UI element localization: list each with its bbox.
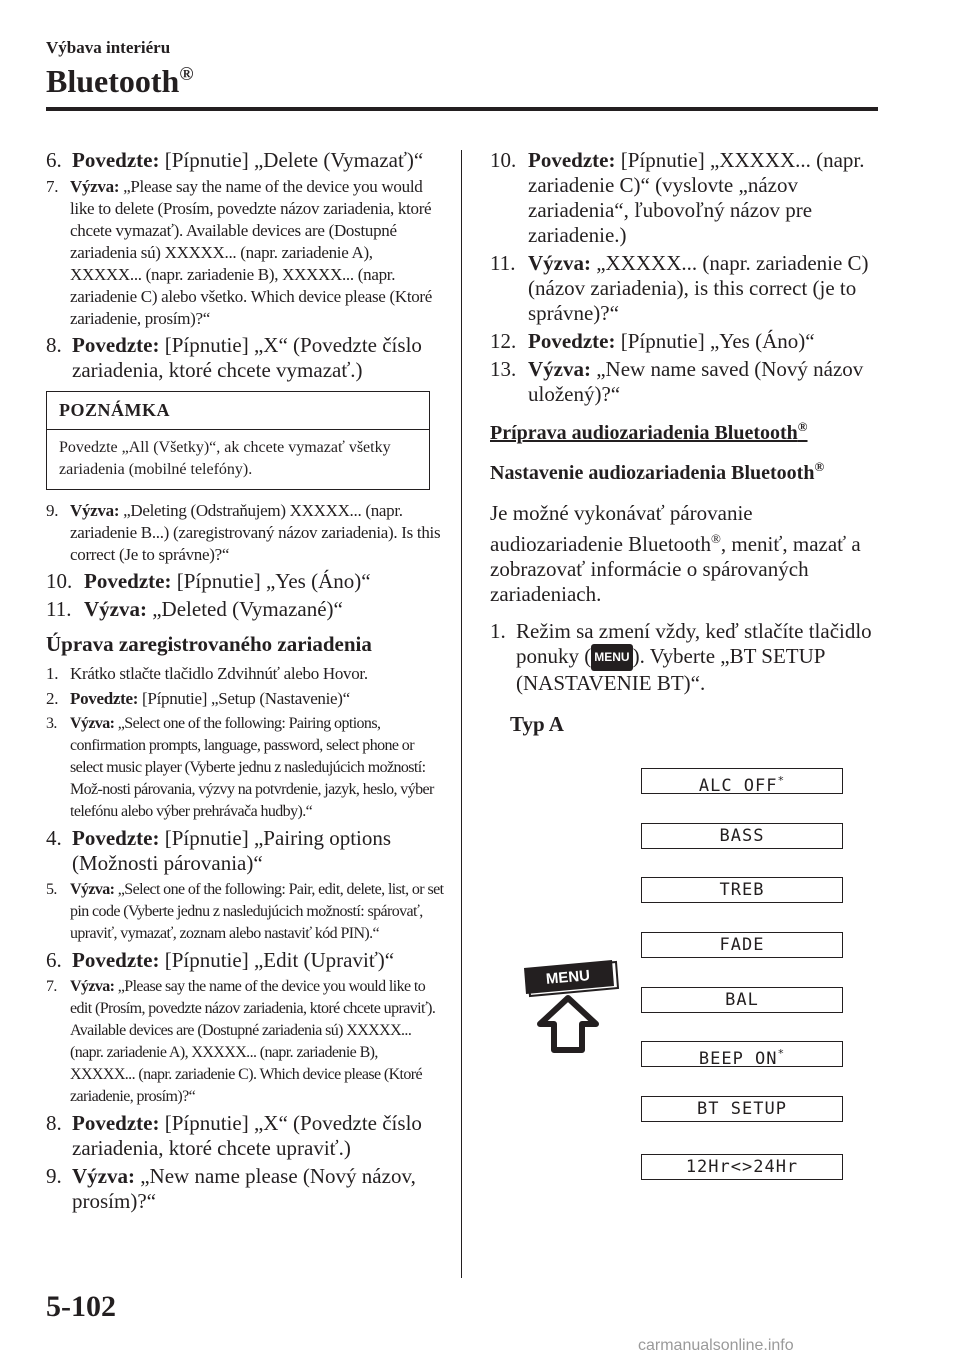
- type-label: Typ A: [510, 712, 564, 736]
- screen-clock-format: [641, 1154, 843, 1180]
- screen-label: TREB: [719, 880, 765, 900]
- screen-label: BASS: [719, 826, 765, 846]
- step-body: „Select one of the following: Pair, edit, delete, list, or set pin code (Vyberte jednu z nasledujúcich možností: spárovať, upraviť, vymazať, zoznam alebo nastaviť kód PIN).“: [70, 881, 444, 942]
- note-heading: POZNÁMKA: [47, 392, 429, 430]
- screen-beep-on: [641, 1041, 843, 1067]
- step-label: Povedzte:: [72, 826, 160, 850]
- list-item: [490, 148, 880, 248]
- step-text: [70, 176, 444, 330]
- list-item: [46, 976, 444, 1108]
- step-label: Povedzte:: [528, 148, 616, 172]
- press-arrow-icon: [540, 998, 596, 1050]
- step-body: [Pípnutie] „Setup (Nastavenie)“: [138, 689, 350, 708]
- list-item: [46, 948, 444, 973]
- step-label: Výzva:: [72, 1164, 135, 1188]
- list-item: [490, 357, 880, 407]
- screen-alc-off: [641, 768, 843, 794]
- step-text: [70, 879, 444, 945]
- step-text: [72, 1164, 444, 1214]
- section-heading: Úprava zaregistrovaného zariadenia: [46, 632, 372, 656]
- registered-mark: ®: [814, 459, 825, 474]
- list-item: [490, 329, 880, 354]
- step-label: Výzva:: [528, 357, 591, 381]
- step-label: Výzva:: [528, 251, 591, 275]
- step-body: [Pípnutie] „X“ (Povedzte číslo zariadenia, ktoré chcete vymazať.): [72, 333, 422, 382]
- step-text: [72, 826, 444, 876]
- step-text: [70, 713, 444, 823]
- step-number: 11.: [46, 597, 72, 621]
- asterisk: *: [777, 1047, 786, 1060]
- step-body: „Please say the name of the device you would like to delete (Prosím, povedzte názov zariadenia, ktoré chcete vymazať). Available devices are (Dostupné zariadenia sú) XXXXX... (napr. zariadenie A), XXXXX... (napr. zariadenie B), XXXXX... (napr. zariadenie C) alebo všetko. Which device please (Ktoré zariadenie, prosím)?“: [70, 177, 433, 328]
- step-number: 3.: [46, 715, 57, 732]
- list-item: [46, 333, 444, 383]
- step-number: 8.: [46, 1111, 62, 1135]
- step-body: ). Vyberte „BT SETUP (NASTAVENIE BT)“.: [516, 644, 825, 695]
- step-text: [72, 333, 444, 383]
- page-title-text: Bluetooth: [46, 63, 180, 99]
- list-item: [46, 879, 444, 945]
- subsection-heading: [490, 459, 880, 485]
- step-body: [Pípnutie] „Yes (Áno)“: [615, 329, 815, 353]
- step-body: „Please say the name of the device you would like to edit (Prosím, povedzte názov zariadenia, ktoré chcete upraviť). Available devices are (Dostupné zariadenia sú) XXXXX... (napr. zariadenie A), XXXXX... (napr. zariadenie B), XXXXX... (napr. zariadenie C). Which device please (Ktoré zariadenie, prosím)?“: [70, 978, 436, 1105]
- step-body: „New name saved (Nový názov uložený)?“: [528, 357, 864, 406]
- step-body: „Deleting (Odstraňujem) XXXXX... (napr. zariadenie B...) (zaregistrovaný názov zariadenia). Is this correct (Je to správne)?“: [70, 501, 441, 564]
- screen-bal: [641, 987, 843, 1013]
- list-item: [46, 569, 444, 594]
- screen-bass: [641, 823, 843, 849]
- screen-label: FADE: [719, 935, 765, 955]
- step-label: Výzva:: [84, 597, 147, 621]
- column-divider: [461, 150, 462, 1278]
- page-title: [46, 64, 878, 99]
- step-label: Výzva:: [70, 501, 120, 520]
- page-header: [46, 38, 878, 99]
- list-item: [46, 826, 444, 876]
- step-number: 7.: [46, 177, 59, 196]
- registered-mark: ®: [711, 531, 721, 546]
- screen-label: BEEP ON: [698, 1049, 778, 1069]
- step-number: 10.: [490, 148, 517, 172]
- screen-bt-setup: [641, 1096, 843, 1122]
- list-item: [46, 713, 444, 823]
- step-body: [Pípnutie] „XXXXX... (napr. zariadenie C)“ (vyslovte „názov zariadenia“, ľubovoľný názov pre zariadenie.): [528, 148, 865, 247]
- right-column: [490, 148, 880, 737]
- menu-key-icon: MENU: [591, 644, 632, 671]
- screen-fade: [641, 932, 843, 958]
- screen-label: ALC OFF: [698, 776, 778, 796]
- step-label: Výzva:: [70, 978, 115, 995]
- list-item: [490, 619, 880, 696]
- step-text: [70, 500, 444, 566]
- step-text: [516, 619, 880, 696]
- step-label: Povedzte:: [84, 569, 172, 593]
- section-label: Výbava interiéru: [46, 38, 171, 57]
- step-text: [72, 1111, 444, 1161]
- step-body: „XXXXX... (napr. zariadenie C) (názov zariadenia), is this correct (je to správne)?“: [528, 251, 869, 325]
- screen-label: BAL: [725, 990, 759, 1010]
- step-number: 9.: [46, 501, 59, 520]
- menu-button-icon: [524, 960, 618, 996]
- left-column: [46, 148, 444, 1217]
- step-text: [528, 251, 880, 326]
- subsection-heading-text: Nastavenie audiozariadenia Bluetooth: [490, 462, 815, 484]
- step-body: „Deleted (Vymazané)“: [146, 597, 343, 621]
- step-label: Výzva:: [70, 881, 115, 898]
- list-item: [46, 148, 444, 173]
- note-body: Povedzte „All (Všetky)“, ak chcete vymazať všetky zariadenia (mobilné telefóny).: [59, 439, 391, 478]
- section-heading-text: Príprava audiozariadenia Bluetooth: [490, 422, 798, 444]
- list-item: [46, 688, 444, 710]
- asterisk: *: [777, 774, 786, 787]
- step-number: 9.: [46, 1164, 62, 1188]
- step-number: 2.: [46, 689, 59, 708]
- step-number: 1.: [46, 664, 59, 683]
- step-text: [70, 688, 444, 710]
- step-number: 6.: [46, 148, 62, 172]
- step-number: 6.: [46, 948, 62, 972]
- menu-button-illustration: [520, 958, 620, 1058]
- step-label: Výzva:: [70, 177, 120, 196]
- registered-mark: ®: [797, 419, 808, 434]
- step-label: Povedzte:: [70, 689, 139, 708]
- step-number: 10.: [46, 569, 73, 593]
- step-label: Povedzte:: [72, 948, 160, 972]
- step-number: 1.: [490, 619, 506, 643]
- step-label: Povedzte:: [72, 1111, 160, 1135]
- step-number: 5.: [46, 881, 57, 898]
- step-text: [528, 148, 880, 248]
- list-item: [46, 1164, 444, 1214]
- list-item: [490, 251, 880, 326]
- watermark: carmanualsonline.info: [638, 1337, 794, 1354]
- registered-mark: ®: [179, 64, 194, 85]
- step-text: [70, 976, 444, 1108]
- step-text: [84, 597, 444, 622]
- header-rule: [46, 107, 878, 111]
- step-body: „New name please (Nový názov, prosím)?“: [72, 1164, 416, 1213]
- note-box: [46, 391, 430, 490]
- step-text: [72, 148, 444, 173]
- step-number: 4.: [46, 826, 62, 850]
- menu-button-label: MENU: [545, 967, 591, 988]
- step-text: [528, 357, 880, 407]
- step-number: 13.: [490, 357, 517, 381]
- step-label: Povedzte:: [72, 333, 160, 357]
- intro-paragraph: [490, 501, 880, 607]
- step-body: [Pípnutie] „Edit (Upraviť)“: [159, 948, 395, 972]
- step-label: Povedzte:: [72, 148, 160, 172]
- intro-text-b: , meniť, mazať a zobrazovať informácie o spárovaných zariadeniach.: [490, 532, 861, 606]
- screen-label: 12Hr<>24Hr: [685, 1157, 799, 1177]
- section-heading: [490, 419, 880, 445]
- step-number: 7.: [46, 978, 57, 995]
- step-text: [72, 948, 444, 973]
- list-item: [46, 500, 444, 566]
- intro-text-a: Je možné vykonávať párovanie audiozariadenie Bluetooth: [490, 501, 753, 556]
- step-text: Krátko stlačte tlačidlo Zdvihnúť alebo Hovor.: [70, 664, 368, 683]
- step-number: 8.: [46, 333, 62, 357]
- step-body: [Pípnutie] „Pairing options (Možnosti párovania)“: [72, 826, 392, 875]
- list-item: [46, 597, 444, 622]
- list-item: [46, 663, 444, 685]
- step-label: Výzva:: [70, 715, 115, 732]
- list-item: [46, 176, 444, 330]
- page-number: 5-102: [46, 1290, 116, 1323]
- step-number: 12.: [490, 329, 517, 353]
- screen-treb: [641, 877, 843, 903]
- screen-label: BT SETUP: [697, 1099, 787, 1119]
- step-label: Povedzte:: [528, 329, 616, 353]
- step-number: 11.: [490, 251, 516, 275]
- step-body: Režim sa zmení vždy, keď stlačíte tlačidlo ponuky (: [516, 619, 872, 668]
- step-body: „Select one of the following: Pairing options, confirmation prompts, language, password, select phone or select music player (Vyberte jednu z nasledujúcich možností: Mož-nosti párovania, výzvy na potvrdenie, jazyk, heslo, výber telefónu alebo výber prehrávača hudby).“: [70, 715, 434, 820]
- step-body: [Pípnutie] „Yes (Áno)“: [171, 569, 371, 593]
- step-text: [528, 329, 880, 354]
- step-text: [84, 569, 444, 594]
- step-body: [Pípnutie] „X“ (Povedzte číslo zariadenia, ktoré chcete upraviť.): [72, 1111, 422, 1160]
- list-item: [46, 1111, 444, 1161]
- step-body: [Pípnutie] „Delete (Vymazať)“: [159, 148, 424, 172]
